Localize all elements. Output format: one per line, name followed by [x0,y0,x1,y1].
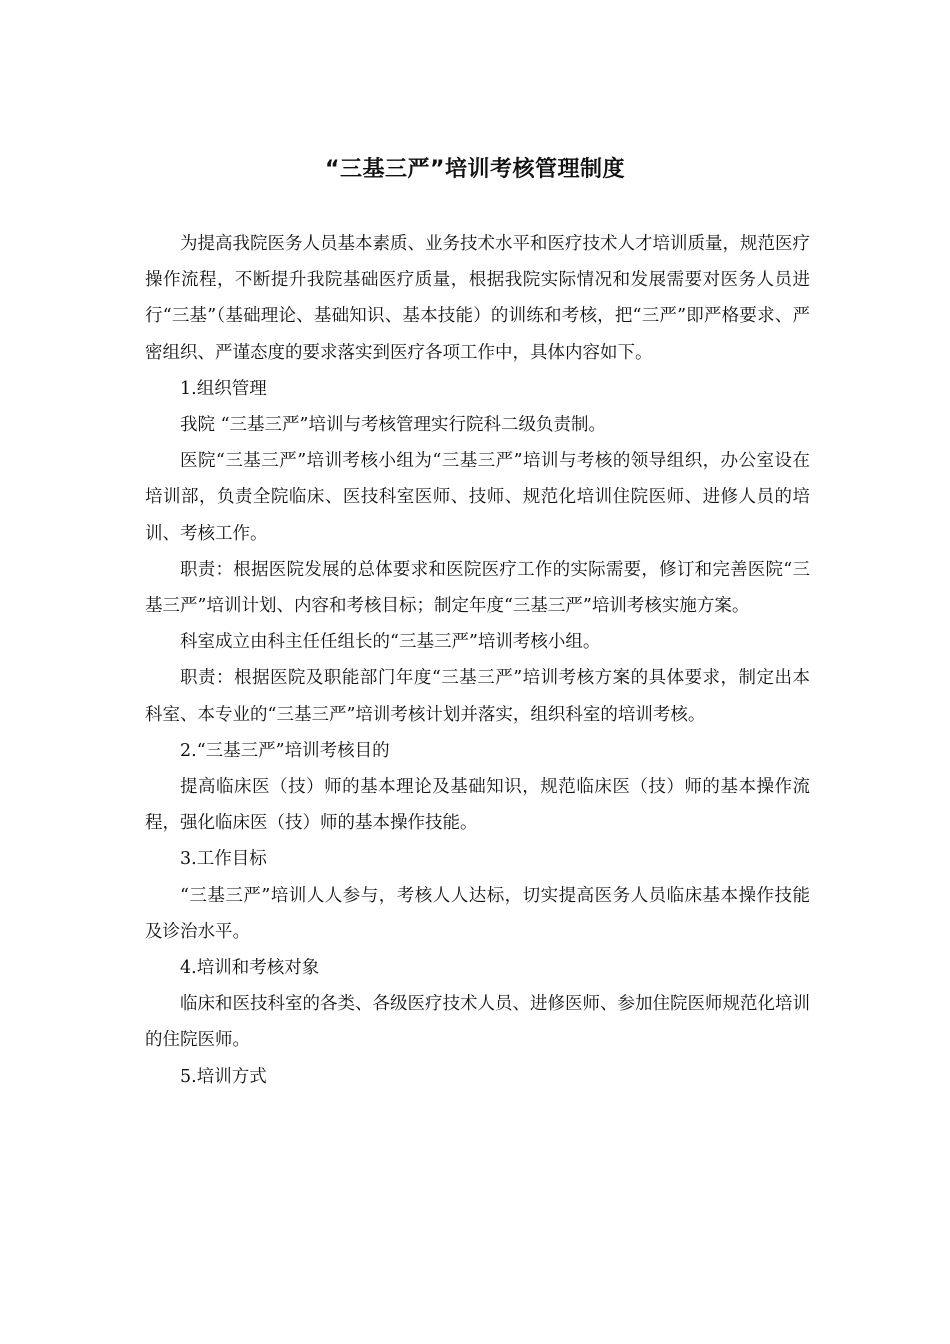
section-heading-1: 1.组织管理 [180,378,267,399]
paragraph: 医院“三基三严”培训考核小组为“三基三严”培训与考核的领导组织，办公室设在培训部，负责全院临床、医技科室医师、技师、规范化培训住院医师、进修人员的培训、考核工作。 [145,451,810,544]
section-heading-4: 4.培训和考核对象 [180,958,320,979]
document-title: “三基三严”培训考核管理制度 [325,157,625,182]
paragraph: 我院 “三基三严”培训与考核管理实行院科二级负责制。 [180,415,606,436]
paragraph: 职责：根据医院发展的总体要求和医院医疗工作的实际需要，修订和完善医院“三基三严”培训计划、内容和考核目标；制定年度“三基三严”培训考核实施方案。 [145,559,810,617]
section-heading-3: 3.工作目标 [180,849,267,870]
paragraph: 科室成立由科主任任组长的“三基三严”培训考核小组。 [180,632,601,653]
paragraph: 临床和医技科室的各类、各级医疗技术人员、进修医师、参加住院医师规范化培训的住院医师。 [145,994,810,1051]
section-heading-5: 5.培训方式 [180,1066,267,1087]
document-body [145,226,810,1095]
section-heading-2: 2.“三基三严”培训考核目的 [180,740,390,761]
paragraph: 提高临床医（技）师的基本理论及基础知识，规范临床医（技）师的基本操作流程，强化临床医（技）师的基本操作技能。 [145,777,810,834]
paragraph: 职责：根据医院及职能部门年度“三基三严”培训考核方案的具体要求，制定出本科室、本专业的“三基三严”培训考核计划并落实，组织科室的培训考核。 [145,668,810,725]
paragraph-intro: 为提高我院医务人员基本素质、业务技术水平和医疗技术人才培训质量，规范医疗操作流程，不断提升我院基础医疗质量，根据我院实际情况和发展需要对医务人员进行“三基”（基础理论、基础知识、基本技能）的训练和考核，把“三严”即严格要求、严密组织、严谨态度的要求落实到医疗各项工作中，具体内容如下。 [145,234,810,363]
paragraph: “三基三严”培训人人参与，考核人人达标，切实提高医务人员临床基本操作技能及诊治水平。 [145,885,810,942]
